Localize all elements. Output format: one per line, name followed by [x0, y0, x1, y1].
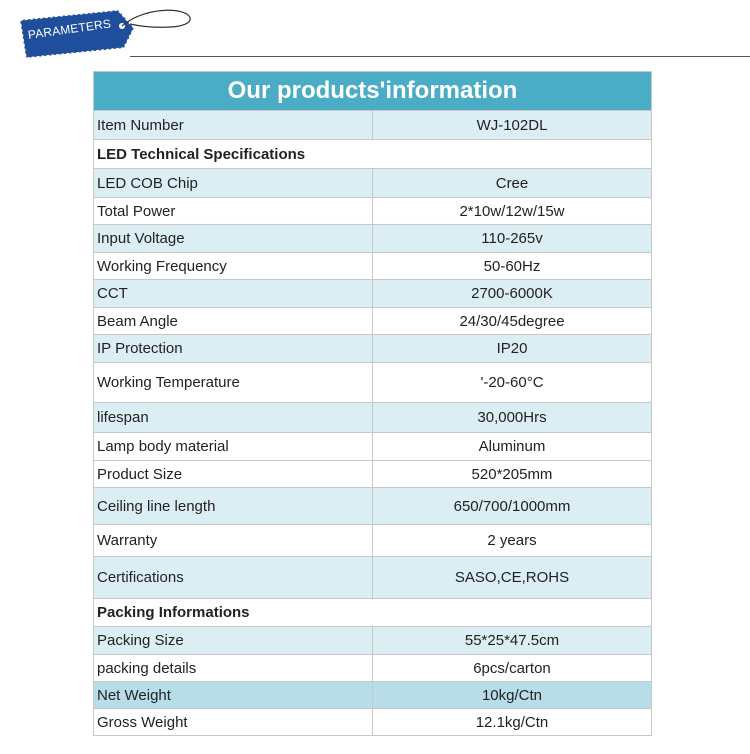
spec-label: Warranty — [94, 525, 373, 557]
spec-label: CCT — [94, 280, 373, 308]
table-row — [94, 111, 652, 140]
spec-label: IP Protection — [94, 335, 373, 363]
table-row — [94, 280, 652, 308]
table-row — [94, 169, 652, 198]
spec-table — [93, 71, 652, 736]
spec-value: 110-265v — [373, 225, 652, 253]
table-row — [94, 655, 652, 682]
table-row — [94, 335, 652, 363]
table-row — [94, 461, 652, 488]
section-heading: Packing Informations — [94, 599, 652, 627]
table-row — [94, 682, 652, 709]
table-row — [94, 225, 652, 253]
spec-value: 30,000Hrs — [373, 403, 652, 433]
spec-label: lifespan — [94, 403, 373, 433]
header-divider — [130, 56, 750, 57]
table-row — [94, 363, 652, 403]
spec-value: 24/30/45degree — [373, 308, 652, 335]
table-row — [94, 198, 652, 225]
spec-value: 12.1kg/Ctn — [373, 709, 652, 736]
spec-label: Lamp body material — [94, 433, 373, 461]
spec-label: Product Size — [94, 461, 373, 488]
table-row — [94, 253, 652, 280]
section-row — [94, 599, 652, 627]
spec-value: 520*205mm — [373, 461, 652, 488]
spec-label: Net Weight — [94, 682, 373, 709]
spec-value: Cree — [373, 169, 652, 198]
spec-value: 50-60Hz — [373, 253, 652, 280]
spec-label: Total Power — [94, 198, 373, 225]
table-row — [94, 403, 652, 433]
spec-value: 2700-6000K — [373, 280, 652, 308]
spec-label: LED COB Chip — [94, 169, 373, 198]
spec-value: 2 years — [373, 525, 652, 557]
parameters-badge — [18, 6, 198, 62]
table-row — [94, 433, 652, 461]
spec-label: Beam Angle — [94, 308, 373, 335]
spec-label: packing details — [94, 655, 373, 682]
table-row — [94, 525, 652, 557]
table-row — [94, 488, 652, 525]
table-row — [94, 557, 652, 599]
spec-label: Working Frequency — [94, 253, 373, 280]
table-row — [94, 709, 652, 736]
section-heading: LED Technical Specifications — [94, 140, 652, 169]
spec-value: SASO,CE,ROHS — [373, 557, 652, 599]
spec-value: 2*10w/12w/15w — [373, 198, 652, 225]
spec-label: Working Temperature — [94, 363, 373, 403]
table-title-row — [94, 72, 652, 111]
spec-label: Input Voltage — [94, 225, 373, 253]
spec-value: 10kg/Ctn — [373, 682, 652, 709]
table-title: Our products'information — [94, 72, 652, 111]
spec-value: 55*25*47.5cm — [373, 627, 652, 655]
spec-label: Certifications — [94, 557, 373, 599]
spec-value: 650/700/1000mm — [373, 488, 652, 525]
spec-value: IP20 — [373, 335, 652, 363]
spec-label: Gross Weight — [94, 709, 373, 736]
section-row — [94, 140, 652, 169]
spec-value: 6pcs/carton — [373, 655, 652, 682]
spec-label: Item Number — [94, 111, 373, 140]
spec-table-body — [94, 72, 652, 736]
spec-value: Aluminum — [373, 433, 652, 461]
spec-value: '-20-60°C — [373, 363, 652, 403]
table-row — [94, 627, 652, 655]
spec-label: Ceiling line length — [94, 488, 373, 525]
badge-label: PARAMETERS — [27, 16, 112, 42]
spec-label: Packing Size — [94, 627, 373, 655]
spec-value: WJ-102DL — [373, 111, 652, 140]
table-row — [94, 308, 652, 335]
